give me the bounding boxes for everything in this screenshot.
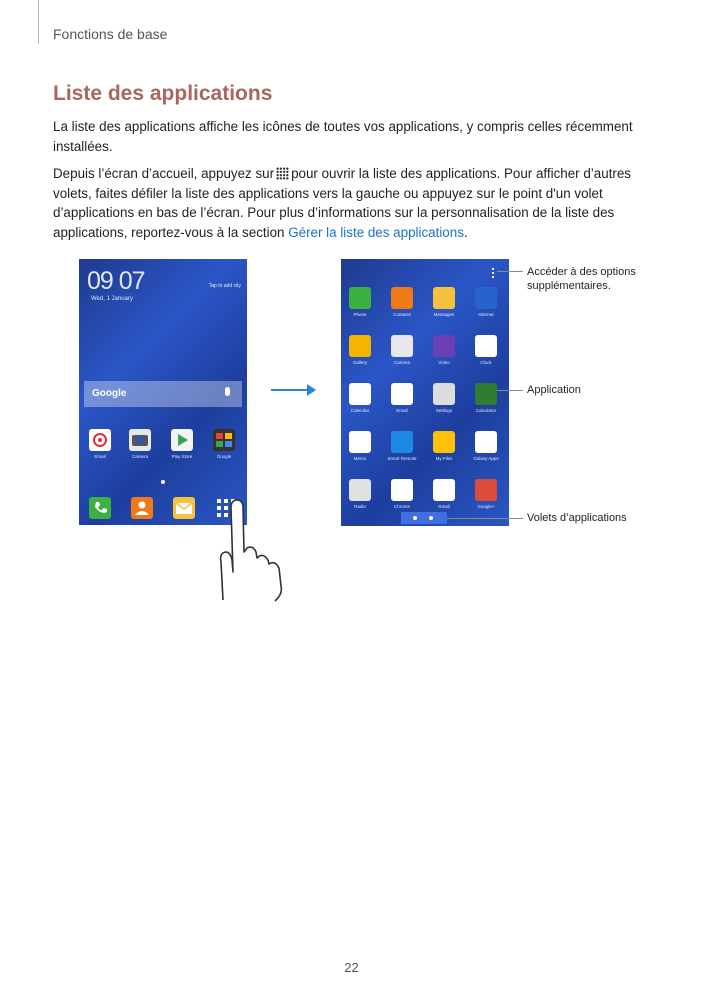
calculator-app-icon [475,383,497,405]
header-rule [38,0,39,44]
messages-app-icon [433,287,455,309]
gmail-app-icon [433,479,455,501]
home-app-label: Google [216,454,232,459]
internet-app-icon [475,287,497,309]
app-label: My Files [435,456,453,461]
video-app-icon [433,335,455,357]
radio-app-icon [349,479,371,501]
manage-apps-link[interactable]: Gérer la liste des applications [288,224,464,240]
more-options-icon [492,267,494,279]
messages-app-icon [173,497,195,519]
page-number: 22 [344,960,359,975]
email-app-icon [89,429,111,451]
google-search-bar [84,381,242,407]
instructions-text-start: Depuis l’écran d’accueil, appuyez sur [53,166,275,181]
clock-app-icon [475,335,497,357]
callout-panels: Volets d’applications [527,512,627,524]
callout-line-application [497,390,523,391]
section-title: Liste des applications [53,82,273,105]
home-clock: 09 07 [87,267,145,295]
panel-dot [429,516,433,520]
app-label: Phone [353,312,367,317]
phone-app-icon [349,287,371,309]
transition-arrow [271,389,311,391]
app-label: Google+ [477,504,495,509]
app-label: Calendar [350,408,370,413]
calendar-app-icon [349,383,371,405]
app-label: Smart Remote [387,456,417,461]
chrome-app-icon [391,479,413,501]
app-label: Chrome [393,504,410,509]
callout-line-panels [447,518,523,519]
app-label: Gallery [352,360,368,365]
camera-app-icon [391,335,413,357]
apps-grid-icon [276,167,289,180]
panel-dot [413,516,417,520]
phone-app-icon [89,497,111,519]
home-app-label: Camera [131,454,148,459]
google-search-label: Google [92,388,127,399]
running-header: Fonctions de base [53,26,168,42]
app-list-illustration [341,259,509,526]
app-label: Memo [353,456,367,461]
home-screen-illustration [79,259,247,525]
memo-app-icon [349,431,371,453]
app-label: Messages [433,312,455,317]
app-label: Radio [354,504,366,509]
contacts-app-icon [131,497,153,519]
callout-application: Application [527,384,581,396]
app-label: Clock [480,360,492,365]
camera-app-icon [129,429,151,451]
app-label: Settings [435,408,453,413]
instructions-text-end: . [463,224,468,240]
contacts-app-icon [391,287,413,309]
app-label: Email [396,408,408,413]
intro-paragraph: La liste des applications affiche les icônes de toutes vos applications, y compris celles récemment installées. [53,119,633,154]
home-date: Wed, 1 January [91,296,133,302]
smart-remote-app-icon [391,431,413,453]
play-store-app-icon [171,429,193,451]
google-folder-icon [213,429,235,451]
mic-icon [225,387,230,396]
callout-more-options: Accéder à des options supplémentaires. [527,266,636,292]
app-label: Contacts [393,312,411,317]
app-label: Internet [478,312,494,317]
email-app-icon [391,383,413,405]
instructions-paragraph [53,164,643,242]
weather-hint: Tap to add city [208,283,241,289]
arrow-head-icon [307,384,316,396]
google-plus-app-icon [475,479,497,501]
panel-indicator-bar [401,512,447,524]
app-label: Camera [393,360,410,365]
app-label: Video [438,360,450,365]
instructions-text-middle: pour ouvrir la liste des applications. Pour afficher d’autres volets, faites défiler la liste des applications vers la gauche ou appuyez sur le point d'un volet d’applications en bas de l’écran. Pour plus d’informations sur la personnalisation de la liste des applications, reportez-vous à la section [53,166,631,240]
home-page-indicator [161,480,165,484]
gallery-app-icon [349,335,371,357]
my-files-app-icon [433,431,455,453]
settings-app-icon [433,383,455,405]
app-label: Gmail [438,504,450,509]
tapping-hand-icon [215,490,295,602]
home-app-label: Play Store [171,454,193,459]
app-label: Galaxy Apps [473,456,499,461]
home-app-label: Email [94,454,106,459]
app-label: Calculator [475,408,497,413]
callout-line-more [497,271,523,272]
galaxy-apps-app-icon [475,431,497,453]
